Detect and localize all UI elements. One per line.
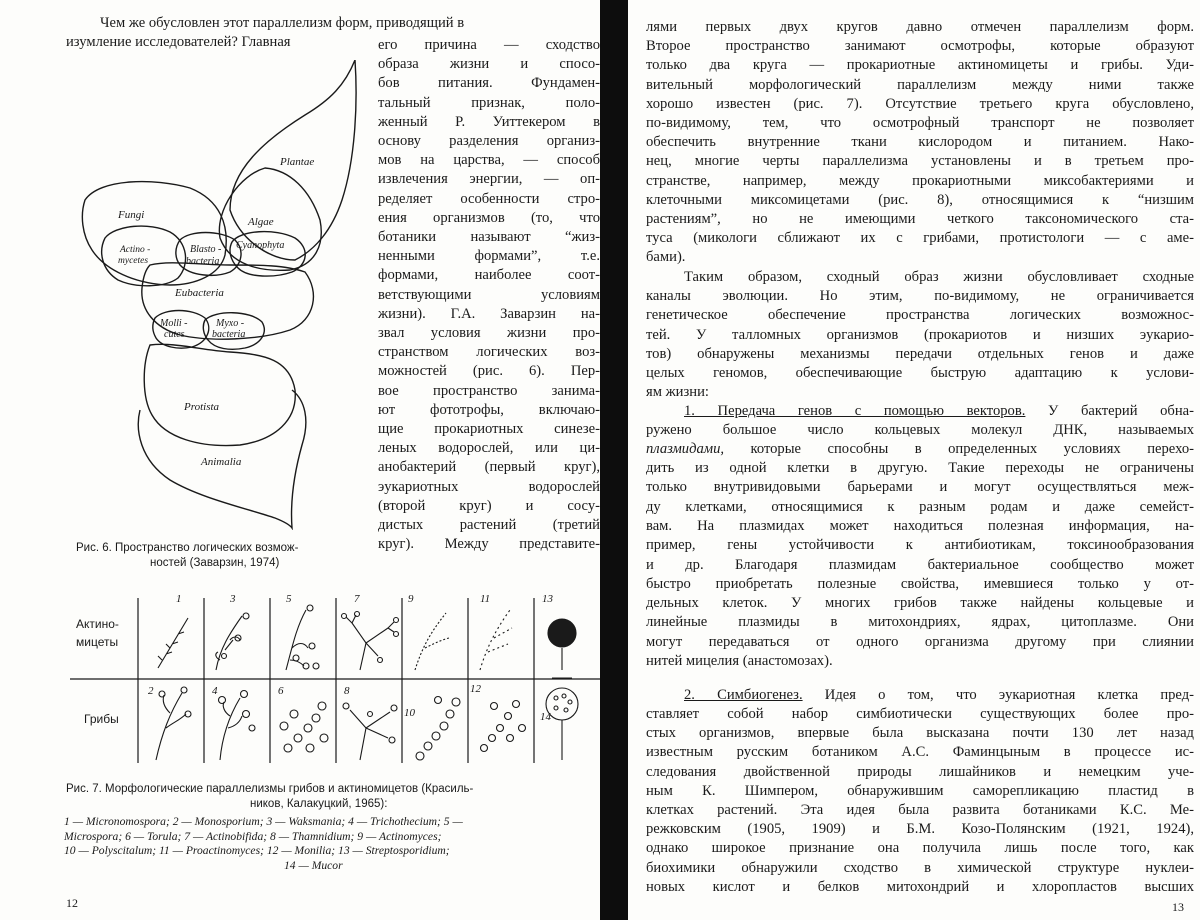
row-label-fungi: Грибы [84,712,119,726]
section1-text-line: быстро приобретать полезные свойства, имевшиеся только у от- [646,575,1194,594]
label-algae: Algae [247,216,274,228]
section1-text-line: и др. Благодаря плазмидам бактериальное сообщество может [646,556,1194,575]
right-text-line: обеспечить внутренние ткани кислородом и питанием. Нако- [646,133,1194,152]
column-line: ботаники называют “жиз- [378,228,600,247]
section1-heading: 1. Передача генов с помощью векторов. [684,403,1025,419]
label-fungi: Fungi [117,209,144,221]
fig6-caption-line-2: ностей (Заварзин, 1974) [150,556,279,570]
right-text-line: Второе пространство занимают осмотрофы, которые образуют [646,37,1194,56]
column-line: (второй круг) и сосу- [378,497,600,516]
right-text-line: каналы эволюции. Но этим, по-видимому, не ограничивается [646,287,1194,306]
column-line: бов питания. Фундамен- [378,74,600,93]
section2-text-line: следования двойственной природы лишайников и немецким уче- [646,763,1194,782]
column-line: ения организмов (то, что [378,209,600,228]
column-line: основу разделения организ- [378,132,600,151]
section2-line-1 [646,686,1194,705]
column-line: женный Р. Уиттекером в [378,113,600,132]
figure-6-diagram [80,60,390,530]
fig7-num-13: 13 [542,593,554,605]
section1-line-3 [646,440,1194,459]
right-text-line: ям жизни: [646,383,1194,402]
section2-text-line: стых организмов, впервые была высказана почти 130 лет назад [646,724,1194,743]
section1-text-line: пример, гены устойчивости к антибиотикам, токсинообразования [646,536,1194,555]
right-text-line: только два круга — прокариотные актиномицеты и грибы. Уди- [646,56,1194,75]
right-text-line: нец, многие черты параллелизма установлены и в третьем про- [646,152,1194,171]
column-line: щие прокариотных синезе- [378,420,600,439]
label-blasto-1: Blasto - [190,244,221,255]
fig7-caption-line-1: Рис. 7. Морфологические параллелизмы грибов и актиномицетов (Красиль- [66,782,473,796]
column-line: мов на царства, — способ [378,151,600,170]
right-text-line: бами). [646,248,1194,267]
label-actino-2: mycetes [118,256,148,266]
label-myxo-1: Myxo - [215,318,244,329]
section1-text-line: ду клетками, относящимися к разным родам и даже семейст- [646,498,1194,517]
column-line: ределяет особенности стро- [378,190,600,209]
column-line: звал условия жизни про- [378,324,600,343]
label-protista: Protista [183,401,220,413]
fig7-num-7: 7 [354,593,360,605]
row-label-actino-2: мицеты [76,635,118,649]
section2-text-line: биохимики обнаружили сходство в химической структуре нуклеи- [646,859,1194,878]
right-text-line: туса (микологи сближают их с грибами, протистологи — с аме- [646,229,1194,248]
fungi-lobe [82,182,226,285]
fig7-num-4: 4 [212,685,218,697]
column-line: леных водорослей, или ци- [378,439,600,458]
section1-text-line: только внутривидовыми барьерами и могут осуществляться меж- [646,478,1194,497]
right-text-line: тей. У талломных организмов (прокариотов и низших эукарио- [646,326,1194,345]
column-line: формами, наиболее соот- [378,266,600,285]
label-myxo-2: bacteria [212,329,245,340]
column-line: вое пространство занима- [378,382,600,401]
right-text-line: хорошо известен (рис. 7). Отсутствие третьего круга обусловлено, [646,95,1194,114]
section1-line-2: ружено большое число кольцевых молекул ДНК, называемых [646,421,1194,440]
section2-text-line: известным русским ботаником А.С. Фаминцыным в процессе ис- [646,743,1194,762]
page-number-left: 12 [66,896,78,911]
label-plantae: Plantae [279,156,314,168]
column-line: ют фототрофы, включаю- [378,401,600,420]
actinomycete-sketches [158,605,576,678]
left-page [0,0,600,920]
right-text-line: Таким образом, сходный образ жизни обусловливает сходные [646,268,1194,287]
fig7-num-9: 9 [408,593,414,605]
right-text-line: генетическое обеспечение пространства логических возможнос- [646,306,1194,325]
section2-text-line: режковским (1905, 1909) и Б.М. Козо-Полянским (1921, 1924), [646,820,1194,839]
section2-text-line: новых кислот и белков митохондрий и хлоропластов высших [646,878,1194,897]
right-text-line: лями первых двух кругов давно отмечен параллелизм форм. [646,18,1194,37]
column-line: ветствующими условиям [378,286,600,305]
section2-text-line: ным К. Шимпером, обнаружившим саморепликацию пластид в [646,782,1194,801]
section1-line-1-rest: У бактерий обна- [1048,403,1194,419]
section2-line-1-rest: Идея о том, что эукариотная клетка пред- [825,687,1194,703]
column-line: образа жизни и спосо- [378,55,600,74]
right-text-line: вительный морфологический параллелизм между ними также [646,76,1194,95]
fig7-num-10: 10 [404,707,416,719]
label-blasto-2: bacteria [186,256,219,267]
plasmid-term: плазмидами, [646,441,724,457]
label-molli-1: Molli - [159,318,188,329]
fig7-caption-line-2: ников, Калакуцкий, 1965): [250,797,387,811]
fig7-legend [64,815,600,873]
column-line: дистых растений (третий [378,516,600,535]
label-actino-1: Actino - [119,245,150,255]
protista-lobe [144,344,295,445]
section1-text-line: нитей мицелия (анастомозах). [646,652,1194,671]
section1-text-line: вам. На плазмидах может находиться полезная информация, на- [646,517,1194,536]
fig7-num-6: 6 [278,685,284,697]
fig6-caption-line-1: Рис. 6. Пространство логических возмож- [76,541,298,555]
intro-line-2: изумление исследователей? Главная [66,33,291,52]
label-eubacteria: Eubacteria [174,287,224,299]
column-line: можностей (рис. 6). Пер- [378,362,600,381]
section2-heading: 2. Симбиогенез. [684,687,803,703]
section2-text-line: однако широкое признание она получила лишь после того, как [646,839,1194,858]
row-label-actino-1: Актино- [76,617,119,631]
column-line: странством логических воз- [378,343,600,362]
fig7-num-8: 8 [344,685,350,697]
column-line: анобактерий (первый круг), [378,458,600,477]
column-line: жизни). Г.А. Заварзин на- [378,305,600,324]
section1-text-line: линейные плазмиды в митохондриях, ядрах, цитоплазме. Они [646,613,1194,632]
column-line: тальный признак, поло- [378,94,600,113]
right-text-line: тов) обнаружены механизмы передачи отдельных генов и даже [646,345,1194,364]
right-text-line: странстве, например, между прокариотными миксобактериями и [646,172,1194,191]
section1-line-1 [646,402,1194,421]
right-text-line: целых геномов, обеспечивающие быструю адаптацию к услови- [646,364,1194,383]
page-number-right: 13 [1172,900,1184,915]
section2-text-line: ставляет собой набор симбиотически существующих более про- [646,705,1194,724]
label-molli-2: cutes [164,329,185,340]
section2-text-line: клетках растений. Эта идея была развита ботаниками К.С. Ме- [646,801,1194,820]
column-line: круг). Между представите- [378,535,600,554]
label-cyanophyta: Cyanophyta [236,240,284,251]
fig7-num-14: 14 [540,711,552,723]
fig7-num-2: 2 [148,685,154,697]
section1-text-line: могут передаваться от одного организма другому при слиянии [646,633,1194,652]
label-animalia: Animalia [200,456,242,468]
right-text-line: растениям”, но не имеющими четкого таксономического ста- [646,210,1194,229]
section1-text-line: дить из одной клетки в другую. Такие переходы не ограничены [646,459,1194,478]
fig7-legend-line-1: 1 — Micronomospora; 2 — Monosporium; 3 — Waksmania; 4 — Trichothecium; 5 — [64,815,600,830]
section1-text-line: дельных клеток. У многих грибов также найдены кольцевые и [646,594,1194,613]
column-line: извлечения энергии, — оп- [378,170,600,189]
right-text-line: по-видимому, тем, что осмотрофный транспорт не позволяет [646,114,1194,133]
fig7-num-5: 5 [286,593,292,605]
book-gutter [600,0,628,920]
fig7-legend-line-4: 14 — Mucor [64,859,600,874]
fig7-num-11: 11 [480,593,490,605]
column-line: его причина — сходство [378,36,600,55]
fig7-legend-line-3: 10 — Polyscitalum; 11 — Proactinomyces; 12 — Monilia; 13 — Streptosporidium; [64,844,600,859]
fungi-sketches [156,687,578,760]
text-column-beside-figure [378,36,600,554]
fig7-num-3: 3 [229,593,236,605]
figure-7-table [70,588,600,768]
fig7-num-1: 1 [176,593,182,605]
fig7-legend-line-2: Microspora; 6 — Torula; 7 — Actinobifida; 8 — Thamnidium; 9 — Actinomyces; [64,830,600,845]
intro-line-1: Чем же обусловлен этот параллелизм форм, приводящий в [100,14,600,33]
right-text-line: клеточными миксомицетами (рис. 8), относящимися к “низшим [646,191,1194,210]
right-page [628,0,1200,920]
section1-line-3-rest: которые способны в определенных условиях перехо- [751,441,1194,457]
column-line: ненными формами”, т.е. [378,247,600,266]
fig7-num-12: 12 [470,683,482,695]
column-line: эукариотных водорослей [378,478,600,497]
